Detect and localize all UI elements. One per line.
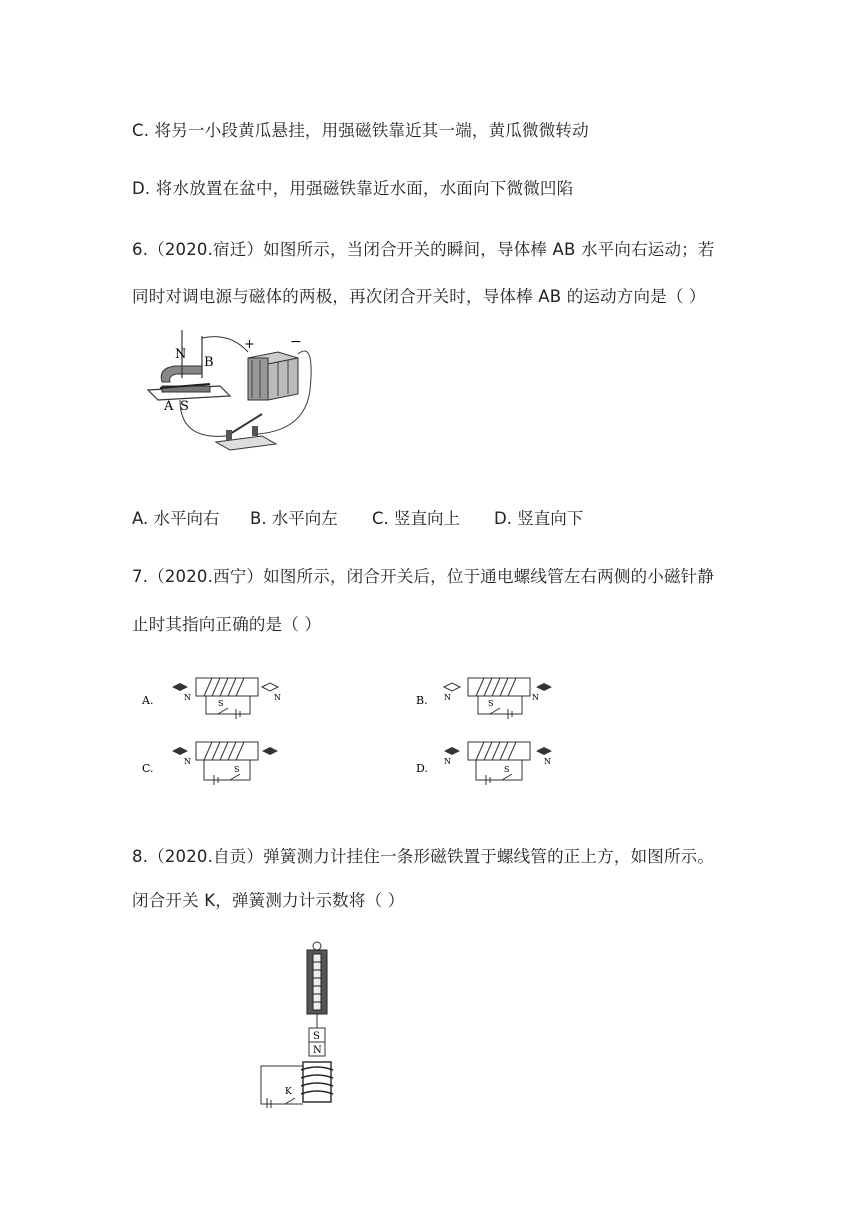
q6-label-plus: + [244, 337, 255, 352]
q8-figure [255, 938, 365, 1108]
q7-d-n: N [444, 757, 451, 766]
q8-stem-line1: 8.（2020.自贡）弹簧测力计挂住一条形磁铁置于螺线管的正上方，如图所示。 [132, 847, 715, 866]
q7-stem-line2: 止时其指向正确的是（ ） [132, 615, 322, 634]
q6-option-c: C. 竖直向上 [372, 509, 461, 528]
q5-option-d: D. 将水放置在盆中，用强磁铁靠近水面，水面向下微微凹陷 [132, 179, 574, 198]
q6-option-a: A. 水平向右 [132, 509, 220, 528]
q7-label-b: B. [416, 694, 428, 707]
q7-label-a: A. [142, 694, 154, 707]
q7-d-s: S [504, 765, 510, 774]
q7-figure [138, 668, 578, 793]
q7-a-n2: N [274, 693, 281, 702]
switch-icon [216, 414, 276, 450]
q8-stem-line2: 闭合开关 K，弹簧测力计示数将（ ） [132, 891, 405, 910]
q6-label-s: S [180, 399, 189, 414]
q6-stem-line2: 同时对调电源与磁体的两极，再次闭合开关时，导体棒 AB 的运动方向是（ ） [132, 287, 706, 306]
q7-b-s: S [488, 699, 494, 708]
q6-stem-line1: 6.（2020.宿迁）如图所示，当闭合开关的瞬间，导体棒 AB 水平向右运动；若 [132, 240, 715, 259]
q6-label-a: A [164, 399, 174, 414]
q6-figure [140, 330, 330, 460]
q7-diagram-b [416, 678, 552, 719]
q7-label-d: D. [416, 762, 428, 775]
q7-stem-line1: 7.（2020.西宁）如图所示，闭合开关后，位于通电螺线管左右两侧的小磁针静 [132, 567, 715, 586]
q6-option-d: D. 竖直向下 [494, 509, 584, 528]
q6-label-minus: − [290, 334, 302, 350]
q7-diagram-d [416, 742, 552, 785]
q7-c-s: S [234, 765, 240, 774]
q7-b-n2: N [532, 693, 539, 702]
q8-label-k: K [285, 1087, 292, 1097]
q8-label-s: S [313, 1031, 320, 1042]
q5-option-c: C. 将另一小段黄瓜悬挂，用强磁铁靠近其一端，黄瓜微微转动 [132, 121, 589, 140]
q7-diagram-c [142, 742, 278, 785]
q7-a-n: N [184, 693, 191, 702]
q7-diagram-a [141, 678, 281, 719]
q6-label-b: B [204, 355, 214, 370]
solenoid-icon [301, 1062, 333, 1102]
q7-b-n: N [444, 693, 451, 702]
bar-magnet-icon [309, 1028, 325, 1056]
q7-d-n2: N [544, 757, 551, 766]
q7-a-s: S [218, 699, 224, 708]
q6-label-n: N [175, 347, 187, 362]
q7-label-c: C. [142, 762, 154, 775]
q8-label-n: N [313, 1045, 322, 1056]
spring-scale-icon [307, 942, 327, 1028]
q7-c-n: N [184, 757, 191, 766]
q6-option-b: B. 水平向左 [250, 509, 338, 528]
battery-icon [248, 352, 298, 400]
